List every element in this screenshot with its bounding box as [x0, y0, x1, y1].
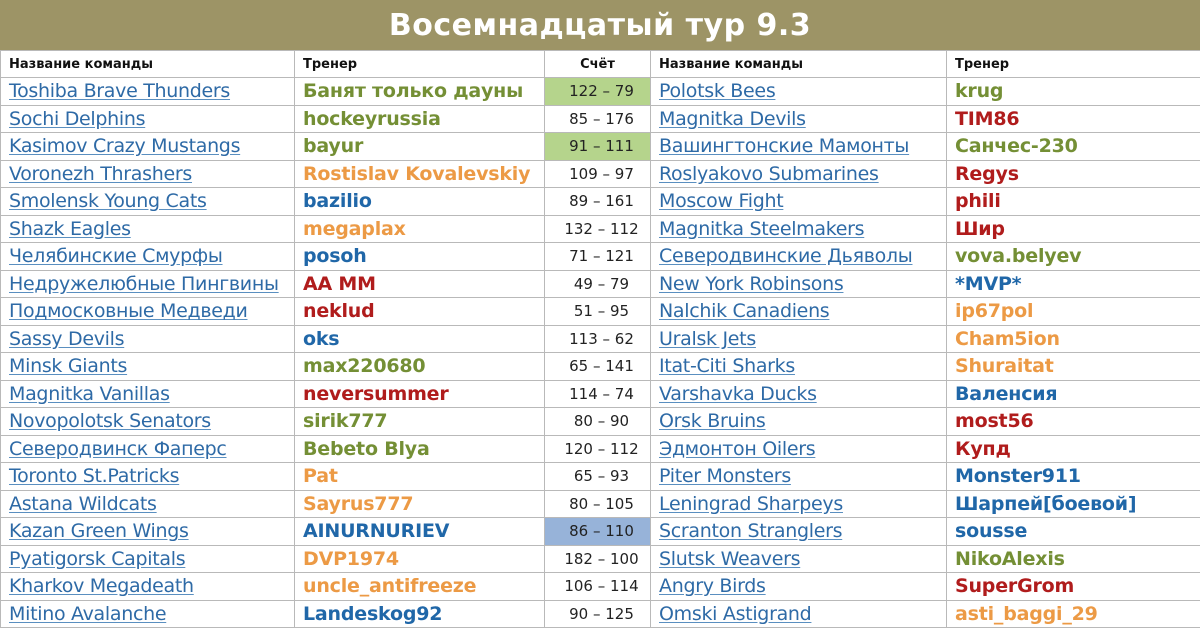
coach-away: *MVP* — [947, 270, 1200, 298]
table-row — [1, 270, 1200, 298]
coach-home: oks — [295, 325, 545, 353]
team-home-link[interactable]: Mitino Avalanche — [1, 600, 295, 628]
coach-away: vova.belyev — [947, 243, 1200, 271]
coach-home: megaplax — [295, 215, 545, 243]
team-home-link[interactable]: Подмосковные Медведи — [1, 298, 295, 326]
coach-home: DVP1974 — [295, 545, 545, 573]
team-away-link[interactable]: Piter Monsters — [651, 463, 947, 491]
team-home-link[interactable]: Smolensk Young Cats — [1, 188, 295, 216]
coach-home: uncle_antifreeze — [295, 573, 545, 601]
coach-away: krug — [947, 78, 1200, 106]
table-row — [1, 573, 1200, 601]
match-score: 49 – 79 — [545, 270, 651, 298]
table-row — [1, 600, 1200, 628]
team-home-link[interactable]: Minsk Giants — [1, 353, 295, 381]
match-score: 120 – 112 — [545, 435, 651, 463]
coach-home: Rostislav Kovalevskiy — [295, 160, 545, 188]
coach-home: bazilio — [295, 188, 545, 216]
table-row — [1, 325, 1200, 353]
coach-away: most56 — [947, 408, 1200, 436]
team-away-link[interactable]: Scranton Stranglers — [651, 518, 947, 546]
team-away-link[interactable]: Angry Birds — [651, 573, 947, 601]
team-away-link[interactable]: Itat-Citi Sharks — [651, 353, 947, 381]
team-away-link[interactable]: Nalchik Canadiens — [651, 298, 947, 326]
coach-away: Шарпей[боевой] — [947, 490, 1200, 518]
page-title: Восемнадцатый тур 9.3 — [0, 0, 1200, 50]
match-score: 85 – 176 — [545, 105, 651, 133]
table-row — [1, 380, 1200, 408]
team-away-link[interactable]: Slutsk Weavers — [651, 545, 947, 573]
header-coach-home: Тренер — [295, 51, 545, 78]
table-row — [1, 188, 1200, 216]
coach-away: Валенсия — [947, 380, 1200, 408]
results-table — [0, 50, 1200, 628]
team-home-link[interactable]: Челябинские Смурфы — [1, 243, 295, 271]
team-away-link[interactable]: Polotsk Bees — [651, 78, 947, 106]
table-row — [1, 490, 1200, 518]
team-away-link[interactable]: Varshavka Ducks — [651, 380, 947, 408]
team-home-link[interactable]: Shazk Eagles — [1, 215, 295, 243]
match-score: 65 – 141 — [545, 353, 651, 381]
coach-home: neversummer — [295, 380, 545, 408]
match-score: 51 – 95 — [545, 298, 651, 326]
coach-home: Pat — [295, 463, 545, 491]
team-away-link[interactable]: Вашингтонские Мамонты — [651, 133, 947, 161]
team-home-link[interactable]: Pyatigorsk Capitals — [1, 545, 295, 573]
team-home-link[interactable]: Sassy Devils — [1, 325, 295, 353]
match-score: 65 – 93 — [545, 463, 651, 491]
coach-away: asti_baggi_29 — [947, 600, 1200, 628]
team-home-link[interactable]: Magnitka Vanillas — [1, 380, 295, 408]
coach-away: sousse — [947, 518, 1200, 546]
coach-home: neklud — [295, 298, 545, 326]
team-away-link[interactable]: Omski Astigrand — [651, 600, 947, 628]
match-score: 113 – 62 — [545, 325, 651, 353]
team-away-link[interactable]: Северодвинские Дьяволы — [651, 243, 947, 271]
match-score: 109 – 97 — [545, 160, 651, 188]
table-row — [1, 463, 1200, 491]
match-score: 132 – 112 — [545, 215, 651, 243]
coach-home: hockeyrussia — [295, 105, 545, 133]
table-row — [1, 243, 1200, 271]
team-home-link[interactable]: Toshiba Brave Thunders — [1, 78, 295, 106]
team-away-link[interactable]: Roslyakovo Submarines — [651, 160, 947, 188]
header-team-name-home: Название команды — [1, 51, 295, 78]
team-home-link[interactable]: Astana Wildcats — [1, 490, 295, 518]
coach-away: Купд — [947, 435, 1200, 463]
coach-home: AINURNURIEV — [295, 518, 545, 546]
team-away-link[interactable]: Magnitka Devils — [651, 105, 947, 133]
match-score: 114 – 74 — [545, 380, 651, 408]
table-row — [1, 215, 1200, 243]
table-header-row — [1, 51, 1200, 78]
table-row — [1, 518, 1200, 546]
team-home-link[interactable]: Kharkov Megadeath — [1, 573, 295, 601]
table-row — [1, 435, 1200, 463]
team-home-link[interactable]: Kazan Green Wings — [1, 518, 295, 546]
coach-away: ip67pol — [947, 298, 1200, 326]
team-home-link[interactable]: Novopolotsk Senators — [1, 408, 295, 436]
coach-away: TIM86 — [947, 105, 1200, 133]
coach-away: NikoAlexis — [947, 545, 1200, 573]
match-score: 71 – 121 — [545, 243, 651, 271]
team-away-link[interactable]: Эдмонтон Oilers — [651, 435, 947, 463]
match-score: 86 – 110 — [545, 518, 651, 546]
coach-away: Cham5ion — [947, 325, 1200, 353]
header-team-name-away: Название команды — [651, 51, 947, 78]
match-score: 182 – 100 — [545, 545, 651, 573]
team-away-link[interactable]: New York Robinsons — [651, 270, 947, 298]
team-home-link[interactable]: Sochi Delphins — [1, 105, 295, 133]
coach-home: posoh — [295, 243, 545, 271]
team-home-link[interactable]: Toronto St.Patricks — [1, 463, 295, 491]
coach-away: SuperGrom — [947, 573, 1200, 601]
coach-home: sirik777 — [295, 408, 545, 436]
match-score: 90 – 125 — [545, 600, 651, 628]
match-score: 91 – 111 — [545, 133, 651, 161]
team-away-link[interactable]: Uralsk Jets — [651, 325, 947, 353]
coach-home: Банят только дауны — [295, 78, 545, 106]
match-score: 80 – 105 — [545, 490, 651, 518]
team-away-link[interactable]: Orsk Bruins — [651, 408, 947, 436]
team-away-link[interactable]: Moscow Fight — [651, 188, 947, 216]
table-row — [1, 408, 1200, 436]
table-row — [1, 353, 1200, 381]
coach-home: Bebeto Blya — [295, 435, 545, 463]
team-home-link[interactable]: Северодвинск Фаперс — [1, 435, 295, 463]
team-home-link[interactable]: Недружелюбные Пингвины — [1, 270, 295, 298]
team-home-link[interactable]: Voronezh Thrashers — [1, 160, 295, 188]
team-away-link[interactable]: Leningrad Sharpeys — [651, 490, 947, 518]
coach-home: max220680 — [295, 353, 545, 381]
match-score: 89 – 161 — [545, 188, 651, 216]
team-away-link[interactable]: Magnitka Steelmakers — [651, 215, 947, 243]
match-score: 106 – 114 — [545, 573, 651, 601]
coach-home: AA MM — [295, 270, 545, 298]
header-coach-away: Тренер — [947, 51, 1200, 78]
table-row — [1, 160, 1200, 188]
table-row — [1, 78, 1200, 106]
table-row — [1, 105, 1200, 133]
coach-home: Landeskog92 — [295, 600, 545, 628]
match-score: 80 – 90 — [545, 408, 651, 436]
team-home-link[interactable]: Kasimov Crazy Mustangs — [1, 133, 295, 161]
header-score: Счёт — [545, 51, 651, 78]
coach-away: Regys — [947, 160, 1200, 188]
match-score: 122 – 79 — [545, 78, 651, 106]
coach-away: Шир — [947, 215, 1200, 243]
coach-away: Shuraitat — [947, 353, 1200, 381]
table-row — [1, 133, 1200, 161]
table-row — [1, 545, 1200, 573]
coach-away: phili — [947, 188, 1200, 216]
coach-home: bayur — [295, 133, 545, 161]
table-row — [1, 298, 1200, 326]
coach-away: Monster911 — [947, 463, 1200, 491]
coach-away: Санчес-230 — [947, 133, 1200, 161]
coach-home: Sayrus777 — [295, 490, 545, 518]
